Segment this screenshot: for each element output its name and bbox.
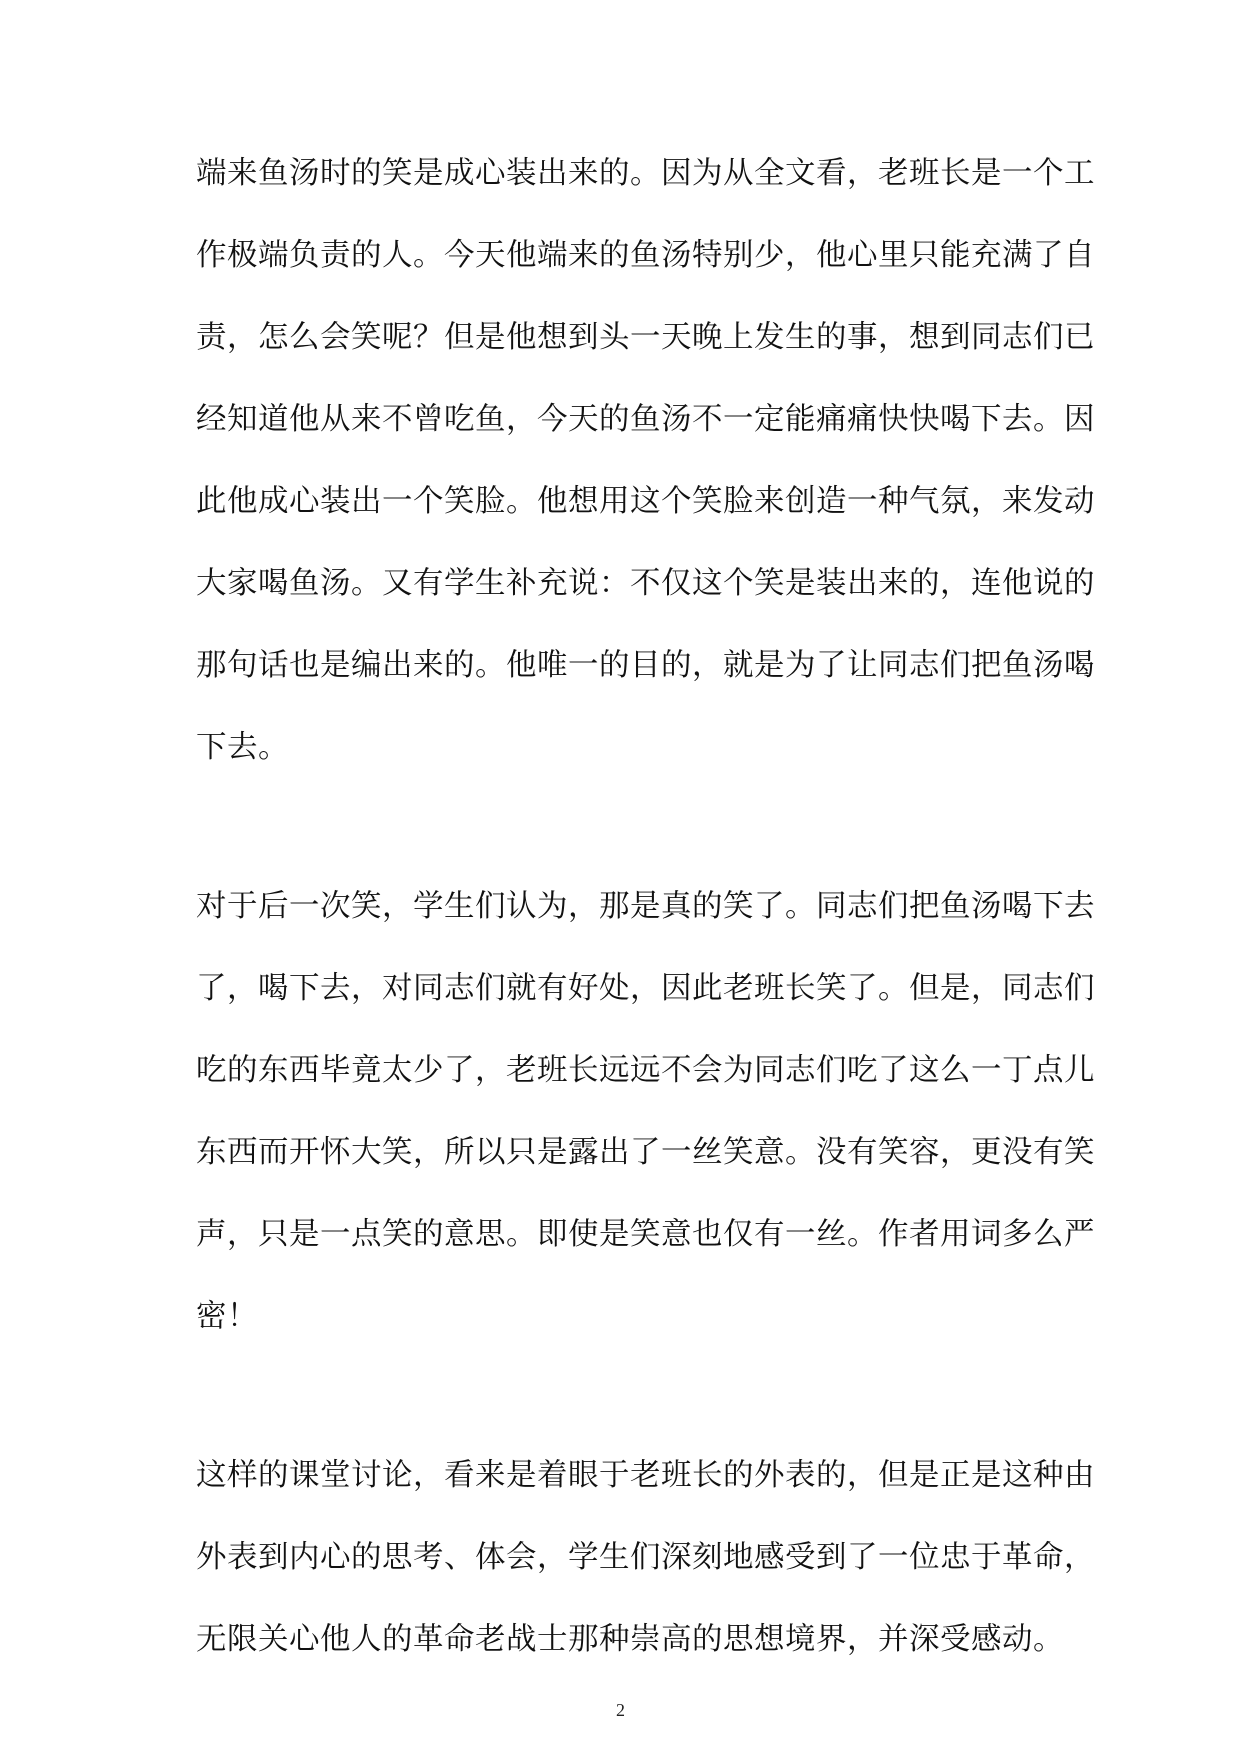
text-line: 经知道他从来不曾吃鱼，今天的鱼汤不一定能痛痛快快喝下去。因	[196, 402, 1095, 437]
text-line: 密！	[196, 1299, 258, 1334]
text-line: 外表到内心的思考、体会，学生们深刻地感受到了一位忠于革命，	[196, 1540, 1095, 1575]
page-number: 2	[616, 1700, 625, 1720]
text-line: 作极端负责的人。今天他端来的鱼汤特别少，他心里只能充满了自	[196, 238, 1095, 273]
text-line: 大家喝鱼汤。又有学生补充说：不仅这个笑是装出来的，连他说的	[196, 566, 1095, 601]
text-line: 东西而开怀大笑，所以只是露出了一丝笑意。没有笑容，更没有笑	[196, 1135, 1095, 1170]
text-line: 吃的东西毕竟太少了，老班长远远不会为同志们吃了这么一丁点儿	[196, 1053, 1095, 1088]
text-line: 这样的课堂讨论，看来是着眼于老班长的外表的，但是正是这种由	[196, 1458, 1095, 1493]
text-line: 此他成心装出一个笑脸。他想用这个笑脸来创造一种气氛，来发动	[196, 484, 1095, 519]
text-line: 声，只是一点笑的意思。即使是笑意也仅有一丝。作者用词多么严	[196, 1217, 1095, 1252]
text-line: 对于后一次笑，学生们认为，那是真的笑了。同志们把鱼汤喝下去	[196, 889, 1095, 924]
text-line: 下去。	[196, 730, 289, 765]
text-line: 端来鱼汤时的笑是成心装出来的。因为从全文看，老班长是一个工	[196, 156, 1095, 191]
text-line: 那句话也是编出来的。他唯一的目的，就是为了让同志们把鱼汤喝	[196, 648, 1095, 683]
text-line: 无限关心他人的革命老战士那种崇高的思想境界，并深受感动。	[196, 1622, 1064, 1657]
text-line: 责，怎么会笑呢？但是他想到头一天晚上发生的事，想到同志们已	[196, 320, 1095, 355]
text-line: 了，喝下去，对同志们就有好处，因此老班长笑了。但是，同志们	[196, 971, 1095, 1006]
